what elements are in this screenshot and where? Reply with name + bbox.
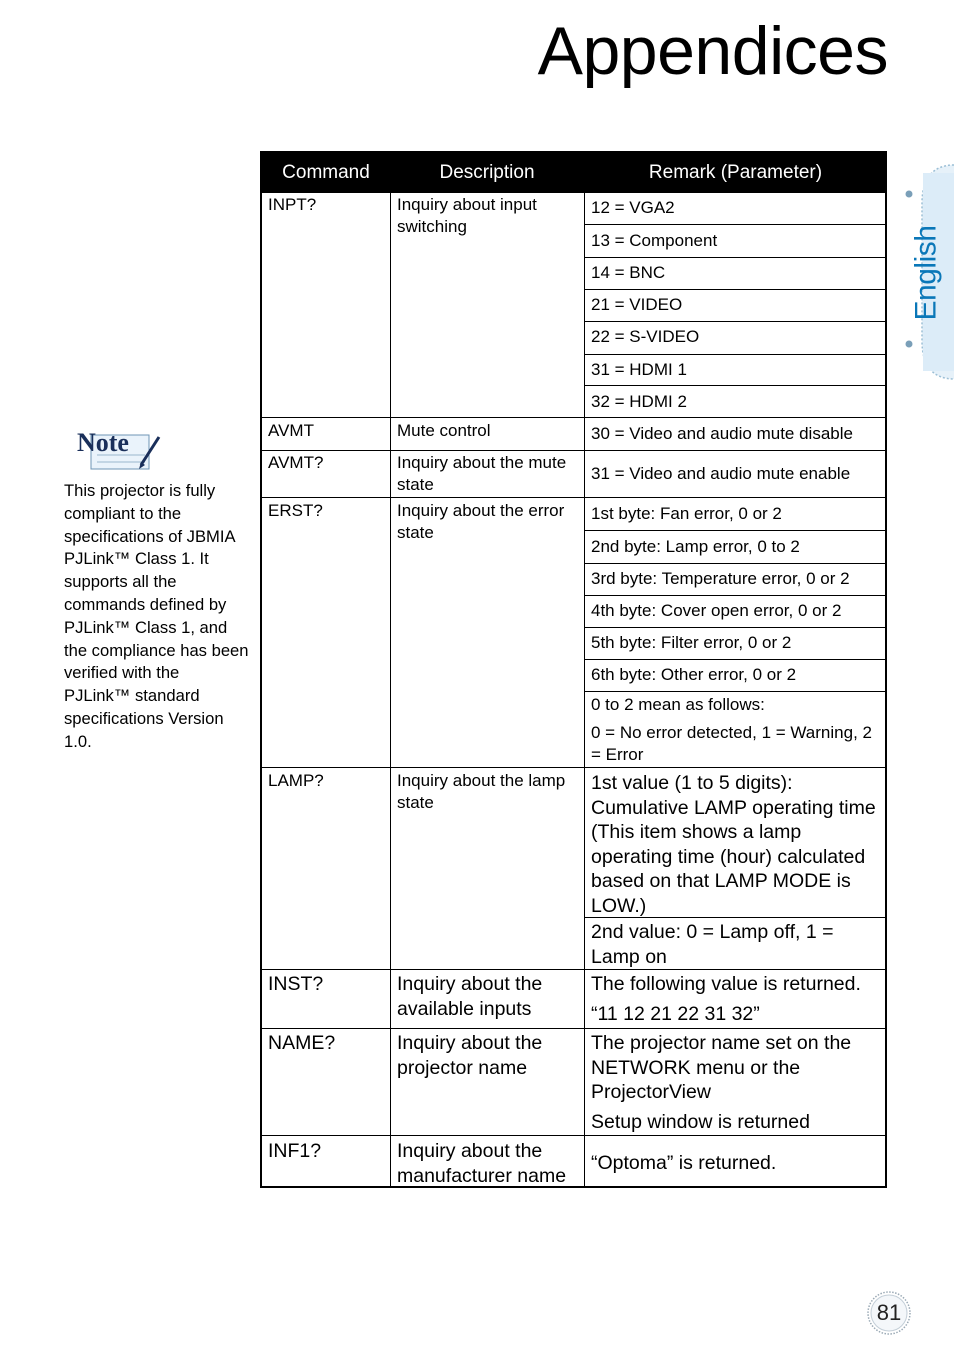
note-icon: [77, 425, 167, 475]
param-inst-intro: The following value is returned.: [591, 973, 861, 995]
param-erst: 5th byte: Filter error, 0 or 2: [591, 633, 792, 652]
page-number: 81: [876, 1300, 902, 1325]
param-inf1: “Optoma” is returned.: [591, 1152, 777, 1174]
param-erst-meaning-intro: 0 to 2 mean as follows:: [591, 695, 765, 714]
language-label-box: [906, 223, 946, 323]
param-divider: [584, 289, 887, 290]
param-divider: [584, 224, 887, 225]
param-erst: 2nd byte: Lamp error, 0 to 2: [591, 537, 800, 556]
command-lamp: LAMP?: [268, 771, 324, 790]
param-erst-meaning-detail: 0 = No error detected, 1 = Warning, 2 = Error: [591, 723, 872, 764]
language-tab: [904, 163, 954, 381]
param-divider: [584, 563, 887, 564]
description-avmt: Mute control: [397, 421, 491, 440]
command-avmt-query: AVMT?: [268, 453, 324, 472]
page-number-badge: [866, 1290, 912, 1336]
param-divider: [584, 257, 887, 258]
param-divider: [584, 385, 887, 386]
param-inpt: 31 = HDMI 1: [591, 360, 687, 379]
description-name: Inquiry about the projector name: [397, 1032, 543, 1079]
command-inpt: INPT?: [268, 195, 317, 214]
param-erst: 6th byte: Other error, 0 or 2: [591, 665, 797, 684]
command-name: NAME?: [268, 1032, 336, 1054]
param-divider: [584, 691, 887, 692]
header-command: Command: [262, 153, 390, 193]
note-text: This projector is fully compliant to the specifications of JBMIA PJLink™ Class 1. It supports all the commands defined by PJLink™ Class 1, and the compliance has been verified with the PJLink™ standard specifications Version 1.0.: [64, 481, 249, 751]
param-inpt: 12 = VGA2: [591, 198, 675, 217]
language-label: English: [909, 225, 942, 321]
param-lamp-state: 2nd value: 0 = Lamp off, 1 = Lamp on: [591, 921, 834, 968]
page-title: Appendices: [537, 13, 888, 89]
param-divider: [584, 530, 887, 531]
param-inpt: 32 = HDMI 2: [591, 392, 687, 411]
param-divider: [584, 659, 887, 660]
param-divider: [584, 627, 887, 628]
param-lamp-hours: 1st value (1 to 5 digits): Cumulative LAMP operating time (This item shows a lamp operating time (hour) calculated based on that LAMP MODE is LOW.): [591, 772, 876, 917]
param-divider: [584, 354, 887, 355]
row-divider: [262, 767, 887, 768]
command-erst: ERST?: [268, 501, 323, 520]
param-erst: 3rd byte: Temperature error, 0 or 2: [591, 569, 850, 588]
param-divider: [584, 595, 887, 596]
row-divider: [262, 497, 887, 498]
param-avmt-query: 31 = Video and audio mute enable: [591, 464, 851, 483]
param-inpt: 14 = BNC: [591, 263, 666, 282]
param-inpt: 21 = VIDEO: [591, 295, 683, 314]
command-inst: INST?: [268, 973, 324, 995]
param-erst: 1st byte: Fan error, 0 or 2: [591, 504, 782, 523]
param-name-result: Setup window is returned: [591, 1111, 810, 1133]
description-inpt: Inquiry about input switching: [397, 195, 537, 236]
param-inst-values: “11 12 21 22 31 32”: [591, 1003, 760, 1025]
description-erst: Inquiry about the error state: [397, 501, 565, 542]
param-erst: 4th byte: Cover open error, 0 or 2: [591, 601, 842, 620]
header-description: Description: [390, 153, 584, 193]
row-divider: [262, 417, 887, 418]
command-inf1: INF1?: [268, 1140, 322, 1162]
description-inf1: Inquiry about the manufacturer name: [397, 1140, 567, 1187]
param-avmt: 30 = Video and audio mute disable: [591, 424, 853, 443]
param-inpt: 13 = Component: [591, 231, 718, 250]
command-table: [260, 151, 887, 1188]
description-inst: Inquiry about the available inputs: [397, 973, 543, 1020]
command-avmt: AVMT: [268, 421, 314, 440]
param-inpt: 22 = S-VIDEO: [591, 327, 700, 346]
description-lamp: Inquiry about the lamp state: [397, 771, 566, 812]
svg-text:Note: Note: [77, 428, 129, 457]
param-name-source: The projector name set on the NETWORK menu or the ProjectorView: [591, 1032, 852, 1103]
param-divider: [584, 321, 887, 322]
row-divider: [262, 1028, 887, 1029]
description-avmt-query: Inquiry about the mute state: [397, 453, 567, 494]
header-remark: Remark (Parameter): [584, 153, 887, 193]
